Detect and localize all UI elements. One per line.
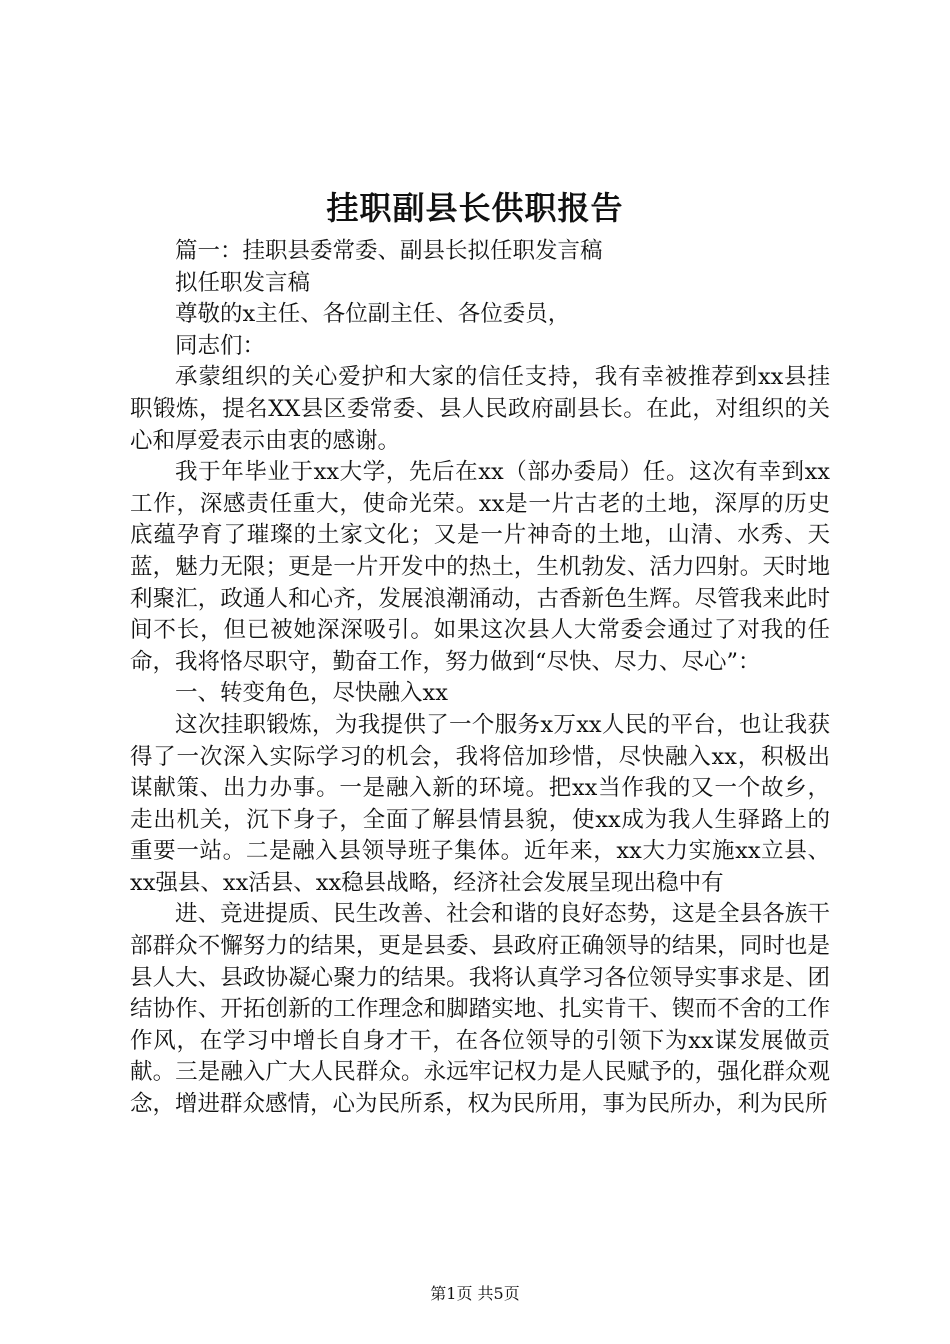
paragraph: 我于年毕业于xx大学，先后在xx（部办委局）任。这次有幸到xx工作，深感责任重大，使命光荣。xx是一片古老的土地，深厚的历史底蕴孕育了璀璨的土家文化；又是一片神奇的土地，山清、水秀、天蓝，魅力无限；更是一片开发中的热土，生机勃发、活力四射。天时地利聚汇，政通人和心齐，发展浪潮涌动，古香新色生辉。尽管我来此时间不长，但已被她深深吸引。如果这次县人大常委会通过了对我的任命，我将恪尽职守，勤奋工作，努力做到“尽快、尽力、尽心”： bbox=[130, 459, 830, 675]
paragraph: 尊敬的x主任、各位副主任、各位委员， bbox=[175, 301, 571, 328]
paragraph: 进、竞进提质、民生改善、社会和谐的良好态势，这是全县各族干部群众不懈努力的结果，更是县委、县政府正确领导的结果，同时也是县人大、县政协凝心聚力的结果。我将认真学习各位领导实事求是、团结协作、开拓创新的工作理念和脚踏实地、扎实肯干、锲而不舍的工作作风，在学习中增长自身才干，在各位领导的引领下为xx谋发展做贡献。三是融入广大人民群众。永远牢记权力是人民赋予的，强化群众观念，增进群众感情，心为民所系，权为民所用，事为民所办，利为民所 bbox=[130, 901, 830, 1118]
paragraph: 拟任职发言稿 bbox=[175, 269, 311, 296]
document-body bbox=[130, 236, 830, 1121]
document-title: 挂职副县长供职报告 bbox=[326, 189, 624, 227]
paragraph: 篇一：挂职县委常委、副县长拟任职发言稿 bbox=[175, 238, 603, 264]
paragraph: 承蒙组织的关心爱护和大家的信任支持，我有幸被推荐到xx县挂职锻炼，提名XX县区委常委、县人民政府副县长。在此，对组织的关心和厚爱表示由衷的感谢。 bbox=[130, 364, 830, 454]
paragraph: 这次挂职锻炼，为我提供了一个服务x万xx人民的平台，也让我获得了一次深入实际学习的机会，我将倍加珍惜，尽快融入xx，积极出谋献策、出力办事。一是融入新的环境。把xx当作我的又一个故乡，走出机关，沉下身子，全面了解县情县貌，使xx成为我人生驿路上的重要一站。二是融入县领导班子集体。近年来，xx大力实施xx立县、xx强县、xx活县、xx稳县战略，经济社会发展呈现出稳中有 bbox=[130, 711, 830, 896]
section-heading: 一、转变角色，尽快融入xx bbox=[175, 680, 448, 707]
page-number-footer: 第1页 共5页 bbox=[430, 1284, 520, 1303]
paragraph: 同志们： bbox=[175, 332, 266, 359]
